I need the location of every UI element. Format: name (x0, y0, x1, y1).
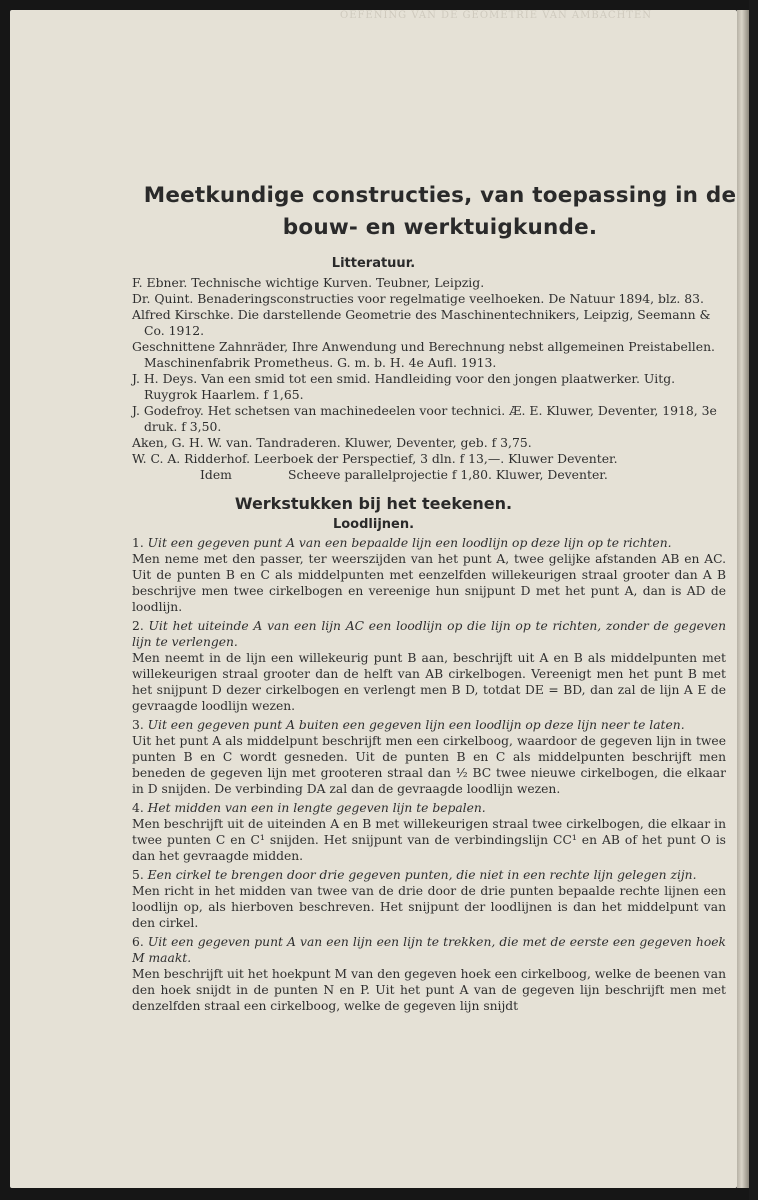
exercise-list (132, 532, 726, 1014)
exercise-question (132, 535, 726, 551)
question-text: Uit een gegeven punt A van een bepaalde lijn een loodlijn op deze lijn op te richten. (147, 536, 672, 550)
exercise-answer: Uit het punt A als middelpunt beschrijft men een cirkelboog, waardoor de gegeven lijn in twee punten B en C wordt gesneden. Uit de punten B en C als middelpunten beschrijft men beneden de gegeven lijn met grooteren straal dan ½ BC twee nieuwe cirkelbogen, die elkaar in D snijden. De verbinding DA zal dan de gevraagde loodlijn wezen. (132, 734, 726, 796)
werkstukken-heading: Werkstukken bij het teekenen. (234, 494, 513, 513)
title-line-2: bouw- en werktuigkunde. (282, 215, 598, 240)
exercise-item (132, 717, 726, 797)
exercise-answer: Men richt in het midden van twee van de drie door de drie punten bepaalde rechte lijnen een loodlijn op, als hierboven beschreven. Het snijpunt der loodlijnen is dan het middelpunt van den cirkel. (132, 884, 726, 930)
exercise-number: 2. (132, 619, 144, 633)
exercise-item (132, 800, 726, 864)
title-line-1: Meetkundige constructies, van toepassing in de (143, 183, 737, 208)
idem-text: Scheeve parallelprojectie f 1,80. Kluwer, Deventer. (288, 467, 608, 482)
exercise-item (132, 535, 726, 615)
exercise-number: 4. (132, 801, 144, 815)
literature-entry: Aken, G. H. W. van. Tandraderen. Kluwer, Deventer, geb. f 3,75. (132, 435, 532, 450)
literature-entry-idem (132, 467, 728, 483)
litteratuur-heading: Litteratuur. (331, 256, 416, 271)
exercise-question (132, 618, 726, 650)
exercise-number: 6. (132, 935, 144, 949)
binding-shadow (749, 0, 758, 1200)
literature-entry: W. C. A. Ridderhof. Leerboek der Perspectief, 3 dln. f 13,—. Kluwer Deventer. (132, 451, 618, 466)
literature-entry: F. Ebner. Technische wichtige Kurven. Teubner, Leipzig. (132, 275, 485, 290)
exercise-item (132, 618, 726, 714)
exercise-answer: Men beschrijft uit de uiteinden A en B met willekeurigen straal twee cirkelbogen, die elkaar in twee punten C en C¹ snijden. Het snijpunt van de verbindingslijn CC¹ en AB of het punt O is dan het gevraagde midden. (132, 817, 726, 863)
chapter-title (135, 180, 737, 244)
exercise-question (132, 867, 726, 883)
exercise-answer: Men beschrijft uit het hoekpunt M van den gegeven hoek een cirkelboog, welke de beenen van den hoek snijdt in de punten N en P. Uit het punt A van de gegeven lijn beschrijft men met denzelfden straal een cirkelboog, welke de gegeven lijn snijdt (132, 967, 726, 1013)
question-text: Een cirkel te brengen door drie gegeven punten, die niet in een rechte lijn gelegen zijn. (147, 868, 697, 882)
literature-entry: J. H. Deys. Van een smid tot een smid. Handleiding voor den jongen plaatwerker. Uitg. Ruygrok Haarlem. f 1,65. (132, 371, 676, 402)
question-text: Uit een gegeven punt A van een lijn een lijn te trekken, die met de eerste een gegeven hoek M maakt. (132, 935, 726, 965)
exercise-answer: Men neme met den passer, ter weerszijden van het punt A, twee gelijke afstanden AB en AC. Uit de punten B en C als middelpunten met eenzelfden willekeurigen straal grooter dan A B beschrijve men twee cirkelbogen en vereenige hun snijpunt D met het punt A, dan is AD de loodlijn. (132, 552, 726, 614)
loodlijnen-heading: Loodlijnen. (332, 517, 415, 532)
book-page (10, 10, 737, 1188)
exercise-item (132, 934, 726, 1014)
literature-entry: Alfred Kirschke. Die darstellende Geometrie des Maschinentechnikers, Leipzig, Seemann & Co. 1912. (132, 307, 711, 338)
exercise-number: 5. (132, 868, 144, 882)
exercise-item (132, 867, 726, 931)
idem-label: Idem (200, 467, 232, 482)
literature-entry: Dr. Quint. Benaderingsconstructies voor regelmatige veelhoeken. De Natuur 1894, blz. 83. (132, 291, 704, 306)
faded-running-header: OEFENING VAN DE GEOMETRIE VAN AMBACHTEN (340, 10, 653, 21)
exercise-number: 1. (132, 536, 144, 550)
literature-list (132, 275, 728, 483)
exercise-answer: Men neemt in de lijn een willekeurig punt B aan, beschrijft uit A en B als middelpunten met willekeurigen straal grooter dan de helft van AB cirkelbogen. Vereenigt men het punt B met het snijpunt D dezer cirkelbogen en verlengt men B D, totdat DE = BD, dan zal de lijn A E de gevraagde loodlijn wezen. (132, 651, 726, 713)
exercise-question (132, 800, 726, 816)
question-text: Het midden van een in lengte gegeven lijn te bepalen. (147, 801, 486, 815)
exercise-question (132, 717, 726, 733)
exercise-number: 3. (132, 718, 144, 732)
page-edge (737, 10, 749, 1188)
question-text: Uit het uiteinde A van een lijn AC een loodlijn op die lijn op te richten, zonder de gegeven lijn te verlengen. (132, 619, 726, 649)
literature-entry: J. Godefroy. Het schetsen van machinedeelen voor technici. Æ. E. Kluwer, Deventer, 1918, 3e druk. f 3,50. (132, 403, 717, 434)
exercise-question (132, 934, 726, 966)
question-text: Uit een gegeven punt A buiten een gegeven lijn een loodlijn op deze lijn neer te laten. (147, 718, 685, 732)
literature-entry: Geschnittene Zahnräder, Ihre Anwendung und Berechnung nebst allgemeinen Preistabellen. Maschinenfabrik Prometheus. G. m. b. H. 4e Aufl. 1913. (132, 339, 715, 370)
